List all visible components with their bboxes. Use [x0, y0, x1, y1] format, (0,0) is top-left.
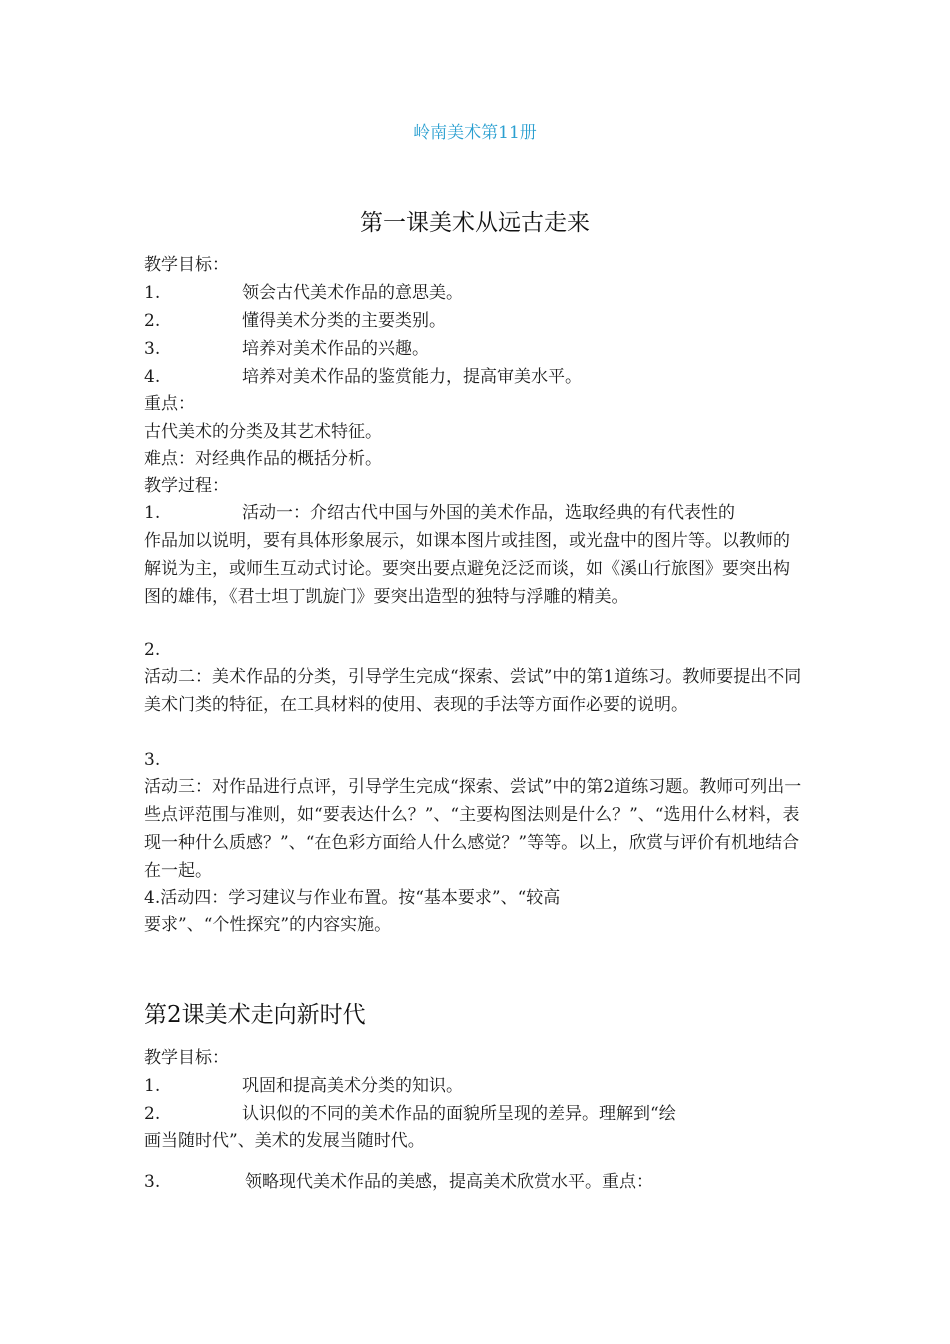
lesson1-title: 第一课美术从远古走来	[360, 210, 590, 236]
goal-number: 1.	[144, 283, 161, 303]
goal-text: 巩固和提高美术分类的知识。	[242, 1076, 463, 1096]
lesson2-goal-3	[144, 1168, 804, 1196]
goal-number: 1.	[144, 1076, 161, 1096]
activity1-first-line	[144, 499, 804, 527]
goal-text: 领略现代美术作品的美感，提高美术欣赏水平。重点：	[245, 1172, 653, 1192]
activity3-number: 3.	[144, 750, 161, 770]
lesson2-goal-2	[144, 1100, 804, 1128]
goal-text: 培养对美术作品的鉴赏能力，提高审美水平。	[242, 367, 582, 387]
lesson1-process-label: 教学过程：	[144, 476, 229, 496]
activity4-line2: 要求”、“个性探究”的内容实施。	[144, 915, 392, 935]
goal-number: 3.	[144, 1172, 161, 1192]
document-header: 岭南美术第11册	[413, 123, 537, 143]
lesson2-title: 第2课美术走向新时代	[144, 1002, 366, 1028]
goal-number: 2.	[144, 311, 161, 331]
lesson1-goal-1	[144, 279, 804, 307]
goal-number: 2.	[144, 1104, 161, 1124]
lesson2-goals-label: 教学目标：	[144, 1048, 229, 1068]
lesson1-difficulty: 难点：对经典作品的概括分析。	[144, 449, 382, 469]
activity4-line1: 4.活动四：学习建议与作业布置。按“基本要求”、“较高	[144, 888, 561, 908]
activity-number: 1.	[144, 503, 161, 523]
lesson1-goals-label: 教学目标：	[144, 255, 229, 275]
goal-number: 3.	[144, 339, 161, 359]
goal-text: 培养对美术作品的兴趣。	[242, 339, 429, 359]
lesson1-goal-2	[144, 307, 804, 335]
lesson2-goal-1	[144, 1072, 804, 1100]
activity1-intro: 活动一：介绍古代中国与外国的美术作品，选取经典的有代表性的	[242, 503, 735, 523]
lesson1-key-text: 古代美术的分类及其艺术特征。	[144, 422, 382, 442]
goal-text: 认识似的不同的美术作品的面貌所呈现的差异。理解到“绘	[242, 1104, 676, 1124]
activity3-body: 活动三：对作品进行点评，引导学生完成“探索、尝试”中的第2道练习题。教师可列出一些点评范围与准则，如“要表达什么？”、“主要构图法则是什么？”、“选用什么材料，表现一种什么质感？”、“在色彩方面给人什么感觉？”等等。以上，欣赏与评价有机地结合在一起。	[144, 777, 802, 881]
lesson2-goal-2-cont: 画当随时代”、美术的发展当随时代。	[144, 1131, 425, 1151]
goal-number: 4.	[144, 367, 161, 387]
activity2-number: 2.	[144, 640, 161, 660]
goal-text: 领会古代美术作品的意思美。	[242, 283, 463, 303]
goal-text: 懂得美术分类的主要类别。	[242, 311, 446, 331]
lesson1-goal-4	[144, 363, 804, 391]
lesson1-goal-3	[144, 335, 804, 363]
activity1-body: 作品加以说明，要有具体形象展示，如课本图片或挂图，或光盘中的图片等。以教师的解说为主，或师生互动式讨论。要突出要点避免泛泛而谈，如《溪山行旅图》要突出构图的雄伟，《君士坦丁凯旋门》要突出造型的独特与浮雕的精美。	[144, 531, 790, 607]
lesson1-key-label: 重点：	[144, 394, 195, 414]
activity2-body: 活动二：美术作品的分类，引导学生完成“探索、尝试”中的第1道练习。教师要提出不同美术门类的特征，在工具材料的使用、表现的手法等方面作必要的说明。	[144, 667, 802, 715]
